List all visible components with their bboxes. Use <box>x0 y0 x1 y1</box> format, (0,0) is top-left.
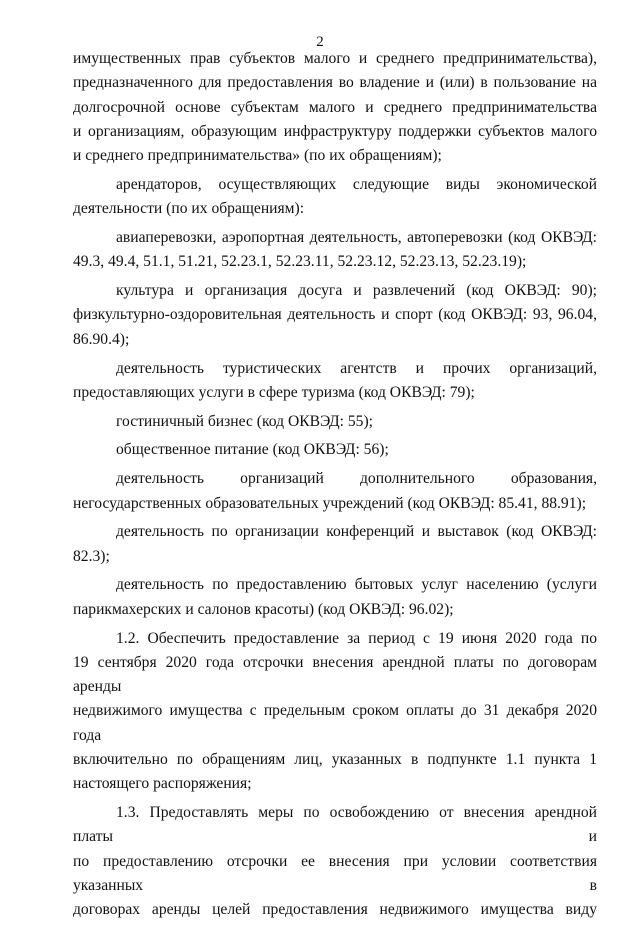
text-line: гостиничный бизнес (код ОКВЭД: 55); <box>116 412 373 430</box>
text-line: физкультурно-оздоровительная деятельность и спорт (код ОКВЭД: 93, 96.04, <box>73 306 597 324</box>
paragraph <box>73 226 597 275</box>
text-line: по предоставлению отсрочки ее внесения при условии соответствия указанных в <box>73 852 597 894</box>
text-line: деятельность туристических агентств и прочих организаций, <box>116 359 597 377</box>
paragraph <box>73 357 597 406</box>
paragraph <box>73 438 597 462</box>
paragraph <box>73 627 597 797</box>
paragraph <box>73 520 597 569</box>
text-line: имущественных прав субъектов малого и среднего предпринимательства), <box>73 50 597 67</box>
page-number: 2 <box>316 34 324 50</box>
paragraph <box>73 279 597 352</box>
text-line: 1.3. Предоставлять меры по освобождению от внесения арендной платы и <box>73 804 597 846</box>
paragraph <box>73 410 597 434</box>
text-line: общественное питание (код ОКВЭД: 56); <box>116 441 389 459</box>
paragraph <box>73 573 597 622</box>
text-line: и среднего предпринимательства» (по их обращениям); <box>73 147 442 165</box>
text-line: деятельность по предоставлению бытовых услуг населению (услуги <box>116 576 597 594</box>
text-line: договорах аренды целей предоставления недвижимого имущества виду <box>73 901 597 919</box>
text-line: 82.3); <box>73 547 110 565</box>
text-line: и организациям, образующим инфраструктуру поддержки субъектов малого <box>73 122 597 140</box>
text-line: авиаперевозки, аэропортная деятельность, автоперевозки (код ОКВЭД: <box>116 229 597 247</box>
text-line: 19 сентября 2020 года отсрочки внесения арендной платы по договорам аренды <box>73 653 597 696</box>
text-line: 86.90.4); <box>73 330 130 348</box>
text-line: включительно по обращениям лиц, указанных в подпункте 1.1 пункта 1 <box>73 751 597 769</box>
paragraph <box>73 47 597 168</box>
text-line: настоящего распоряжения; <box>73 775 252 793</box>
text-line: арендаторов, осуществляющих следующие виды экономической <box>116 175 597 193</box>
text-line: 1.2. Обеспечить предоставление за период с 19 июня 2020 года по <box>116 629 597 647</box>
paragraph <box>73 467 597 516</box>
paragraph <box>73 173 597 222</box>
document-body <box>73 47 597 927</box>
text-line: парикмахерских и салонов красоты) (код ОКВЭД: 96.02); <box>73 600 454 618</box>
text-line: деятельность по организации конференций и выставок (код ОКВЭД: <box>116 523 597 541</box>
text-line: негосударственных образовательных учреждений (код ОКВЭД: 85.41, 88.91); <box>73 494 587 512</box>
text-line: деятельности (по их обращениям): <box>73 200 305 218</box>
text-line: 49.3, 49.4, 51.1, 51.21, 52.23.1, 52.23.11, 52.23.12, 52.23.13, 52.23.19); <box>73 253 527 271</box>
text-line: предоставляющих услуги в сфере туризма (код ОКВЭД: 79); <box>73 383 475 401</box>
text-line: долгосрочной основе субъектам малого и среднего предпринимательства <box>73 98 597 116</box>
text-line: недвижимого имущества с предельным сроком оплаты до 31 декабря 2020 года <box>73 702 597 744</box>
text-line: деятельность организаций дополнительного образования, <box>116 470 597 488</box>
paragraph <box>73 801 597 922</box>
text-line: культура и организация досуга и развлечений (код ОКВЭД: 90); <box>116 282 597 300</box>
text-line: предназначенного для предоставления во владение и (или) в пользование на <box>73 74 597 92</box>
